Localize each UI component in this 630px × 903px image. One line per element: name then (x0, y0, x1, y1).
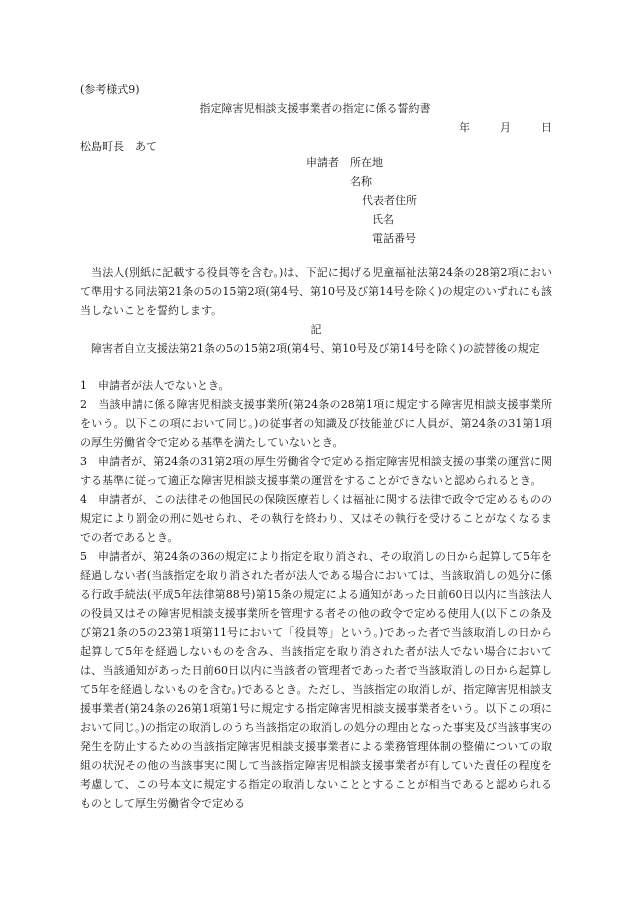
applicant-address-row (306, 153, 417, 172)
date-year: 年 (459, 121, 470, 134)
date-month: 月 (500, 121, 511, 134)
provision-list (80, 376, 552, 813)
provision-subheading: 障害者自立支援法第21条の5の15第2項(第4号、第10号及び第14号を除く)の読替後の規定 (91, 342, 540, 355)
ki-heading: 記 (310, 323, 322, 336)
date-day: 日 (541, 121, 552, 134)
list-item: 2 当該申請に係る障害児相談支援事業所(第24条の28第1項に規定する障害児相談支援事業所をいう。以下この項において同じ。)の従事者の知識及び技能並びに人員が、第24条の31第1項の厚生労働省令で定める基準を満たしていないとき。 (80, 398, 552, 449)
applicant-name-label: 名称 (350, 175, 372, 188)
pledge-paragraph: 当法人(別紙に記載する役員等を含む。)は、下記に掲げる児童福祉法第24条の28第2項において準用する同法第21条の5の15第2項(第4号、第10号及び第14号を除く)の規定のいずれにも該当しないことを誓約します。 (80, 266, 552, 317)
phone-row (306, 229, 417, 248)
phone-label: 電話番号 (372, 232, 416, 245)
reference-form-label: (参考様式9) (80, 83, 140, 96)
representative-name-row (306, 210, 417, 229)
applicant-label: 申請者 (306, 156, 339, 169)
applicant-address-label: 所在地 (350, 156, 383, 169)
list-item: 5 申請者が、第24条の36の規定により指定を取り消され、その取消しの日から起算して5年を経過しない者(当該指定を取り消された者が法人である場合においては、当該取消しの処分に係る行政手続法(平成5年法律第88号)第15条の規定による通知があった日前60日以内に当該法人の役員又はその障害児相談支援事業所を管理する者その他の政令で定める使用人(以下この条及び第21条の5の23第1項第11号において「役員等」という。)であった者で当該取消しの日から起算して5年を経過しないものを含み、当該指定を取り消された者が法人でない場合においては、当該通知があった日前60日以内に当該者の管理者であった者で当該取消しの日から起算して5年を経過しないものを含む。)であるとき。ただし、当該指定の取消しが、指定障害児相談支援事業者(第24条の26第1項第1号に規定する指定障害児相談支援事業者をいう。以下この項において同じ。)の指定の取消しのうち当該指定の取消しの処分の理由となった事実及び当該事実の発生を防止するための当該指定障害児相談支援事業者による業務管理体制の整備についての取組の状況その他の当該事実に関して当該指定障害児相談支援事業者が有していた責任の程度を考慮して、この号本文に規定する指定の取消しないこととすることが相当であると認められるものとして厚生労働省令で定める (80, 550, 552, 810)
list-item: 1 申請者が法人でないとき。 (80, 379, 230, 392)
document-title: 指定障害児相談支援事業者の指定に係る誓約書 (199, 102, 431, 115)
list-item: 4 申請者が、この法律その他国民の保険医療若しくは福祉に関する法律で政令で定めるものの規定により罰金の刑に処せられ、その執行を終わり、又はその執行を受けることがなくなるまでの者であるとき。 (80, 493, 552, 544)
applicant-block (306, 153, 417, 248)
representative-name-label: 氏名 (372, 213, 394, 226)
representative-address-label: 代表者住所 (362, 194, 417, 207)
applicant-name-row (306, 172, 417, 191)
representative-address-row (306, 191, 417, 210)
addressee: 松島町長 あて (80, 140, 157, 153)
list-item: 3 申請者が、第24条の31第2項の厚生労働省令で定める指定障害児相談支援の事業の運営に関する基準に従って適正な障害児相談支援事業の運営をすることができないと認められるとき。 (80, 455, 552, 487)
date-line (80, 118, 552, 137)
